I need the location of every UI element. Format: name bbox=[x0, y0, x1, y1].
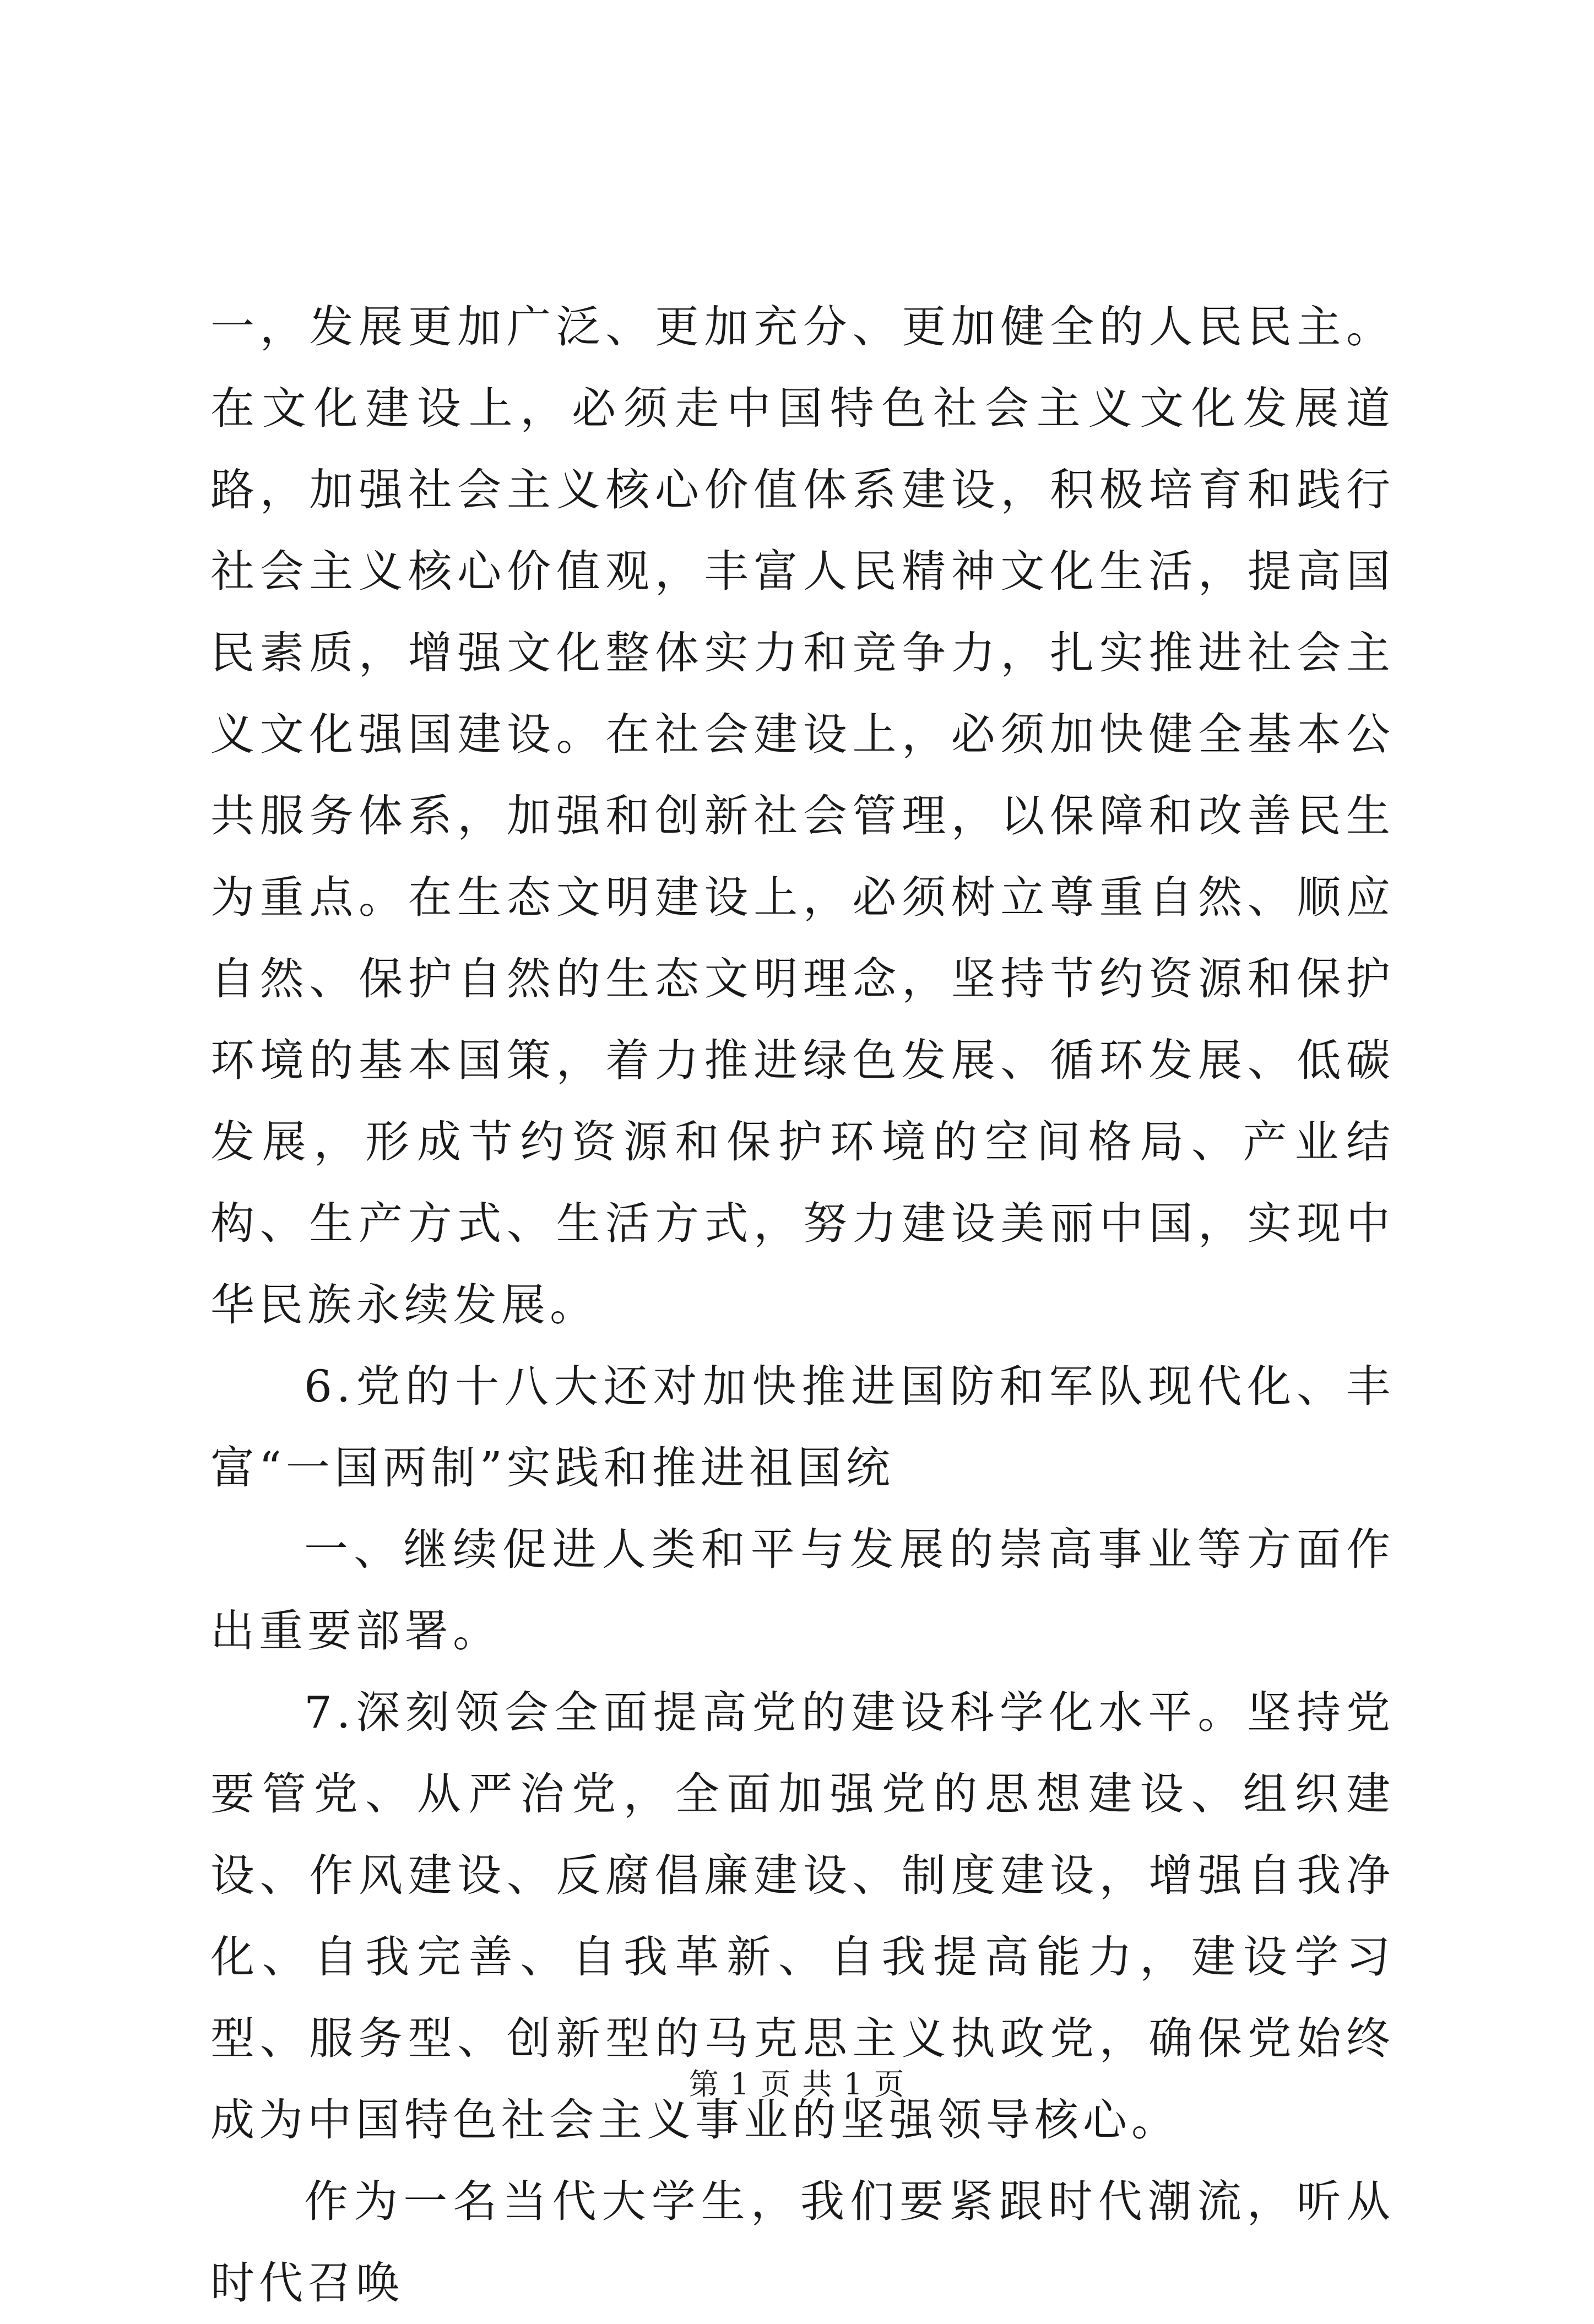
page-footer: 第 1 页 共 1 页 bbox=[688, 2067, 906, 2102]
paragraph-item-6-continued: 一、继续促进人类和平与发展的崇高事业等方面作出重要部署。 bbox=[210, 1524, 1395, 1657]
paragraph-item-6: 6.党的十八大还对加快推进国防和军队现代化、丰富“一国两制”实践和推进祖国统 bbox=[210, 1361, 1395, 1494]
paragraph-item-7: 7.深刻领会全面提高党的建设科学化水平。坚持党要管党、从严治党，全面加强党的思想建设、组织建设、作风建设、反腐倡廉建设、制度建设，增强自我净化、自我完善、自我革新、自我提高能力，建设学习型、服务型、创新型的马克思主义执政党，确保党始终成为中国特色社会主义事业的坚强领导核心。 bbox=[210, 1687, 1395, 2146]
paragraph-conclusion: 作为一名当代大学生，我们要紧跟时代潮流，听从时代召唤 bbox=[210, 2176, 1395, 2309]
paragraph-continuation: 一，发展更加广泛、更加充分、更加健全的人民民主。在文化建设上，必须走中国特色社会主义文化发展道路，加强社会主义核心价值体系建设，积极培育和践行社会主义核心价值观，丰富人民精神文化生活，提高国民素质，增强文化整体实力和竞争力，扎实推进社会主义文化强国建设。在社会建设上，必须加快健全基本公共服务体系，加强和创新社会管理，以保障和改善民生为重点。在生态文明建设上，必须树立尊重自然、顺应自然、保护自然的生态文明理念，坚持节约资源和保护环境的基本国策，着力推进绿色发展、循环发展、低碳发展，形成节约资源和保护环境的空间格局、产业结构、生产方式、生活方式，努力建设美丽中国，实现中华民族永续发展。 bbox=[210, 301, 1395, 1331]
document-body bbox=[210, 286, 1395, 2324]
